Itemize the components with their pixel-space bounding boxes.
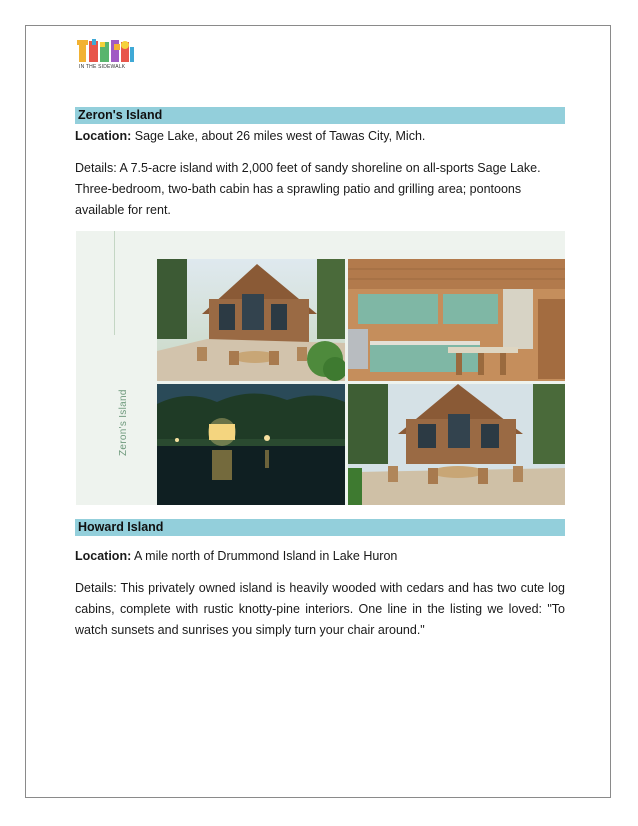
logo-text: IN THE SIDEWALK <box>79 64 126 70</box>
location-line <box>75 546 565 567</box>
details-paragraph: Details: A 7.5-acre island with 2,000 feet of sandy shoreline on all-sports Sage Lake. Three-bedroom, two-bath cabin has a sprawling patio and grilling area; pontoons available for rent. <box>75 161 541 217</box>
location-text: Sage Lake, about 26 miles west of Tawas City, Mich. <box>134 129 426 143</box>
photo-island-night <box>157 384 345 505</box>
details-paragraph: Details: This privately owned island is heavily wooded with cedars and has two cute log cabins, complete with rustic knotty-pine interiors. One line in the listing we loved: "To watch sunsets and sunrises you simply turn your chair around." <box>75 581 565 637</box>
collage-divider <box>114 231 115 335</box>
section-title-zerons-island: Zeron's Island <box>75 107 565 124</box>
photo-cabin-deck <box>348 384 565 505</box>
page <box>25 25 611 798</box>
section-title-howard-island: Howard Island <box>75 519 565 536</box>
location-line <box>75 126 565 147</box>
location-text: A mile north of Drummond Island in Lake Huron <box>134 549 398 563</box>
location-label: Location: <box>75 549 132 563</box>
logo <box>77 39 141 75</box>
location-label: Location: <box>75 129 132 143</box>
photo-collage <box>76 231 565 505</box>
collage-caption: Zeron's Island <box>118 389 129 456</box>
photo-kitchen-interior <box>348 259 565 381</box>
photo-cabin-patio <box>157 259 345 381</box>
logo-graphic <box>77 39 141 67</box>
